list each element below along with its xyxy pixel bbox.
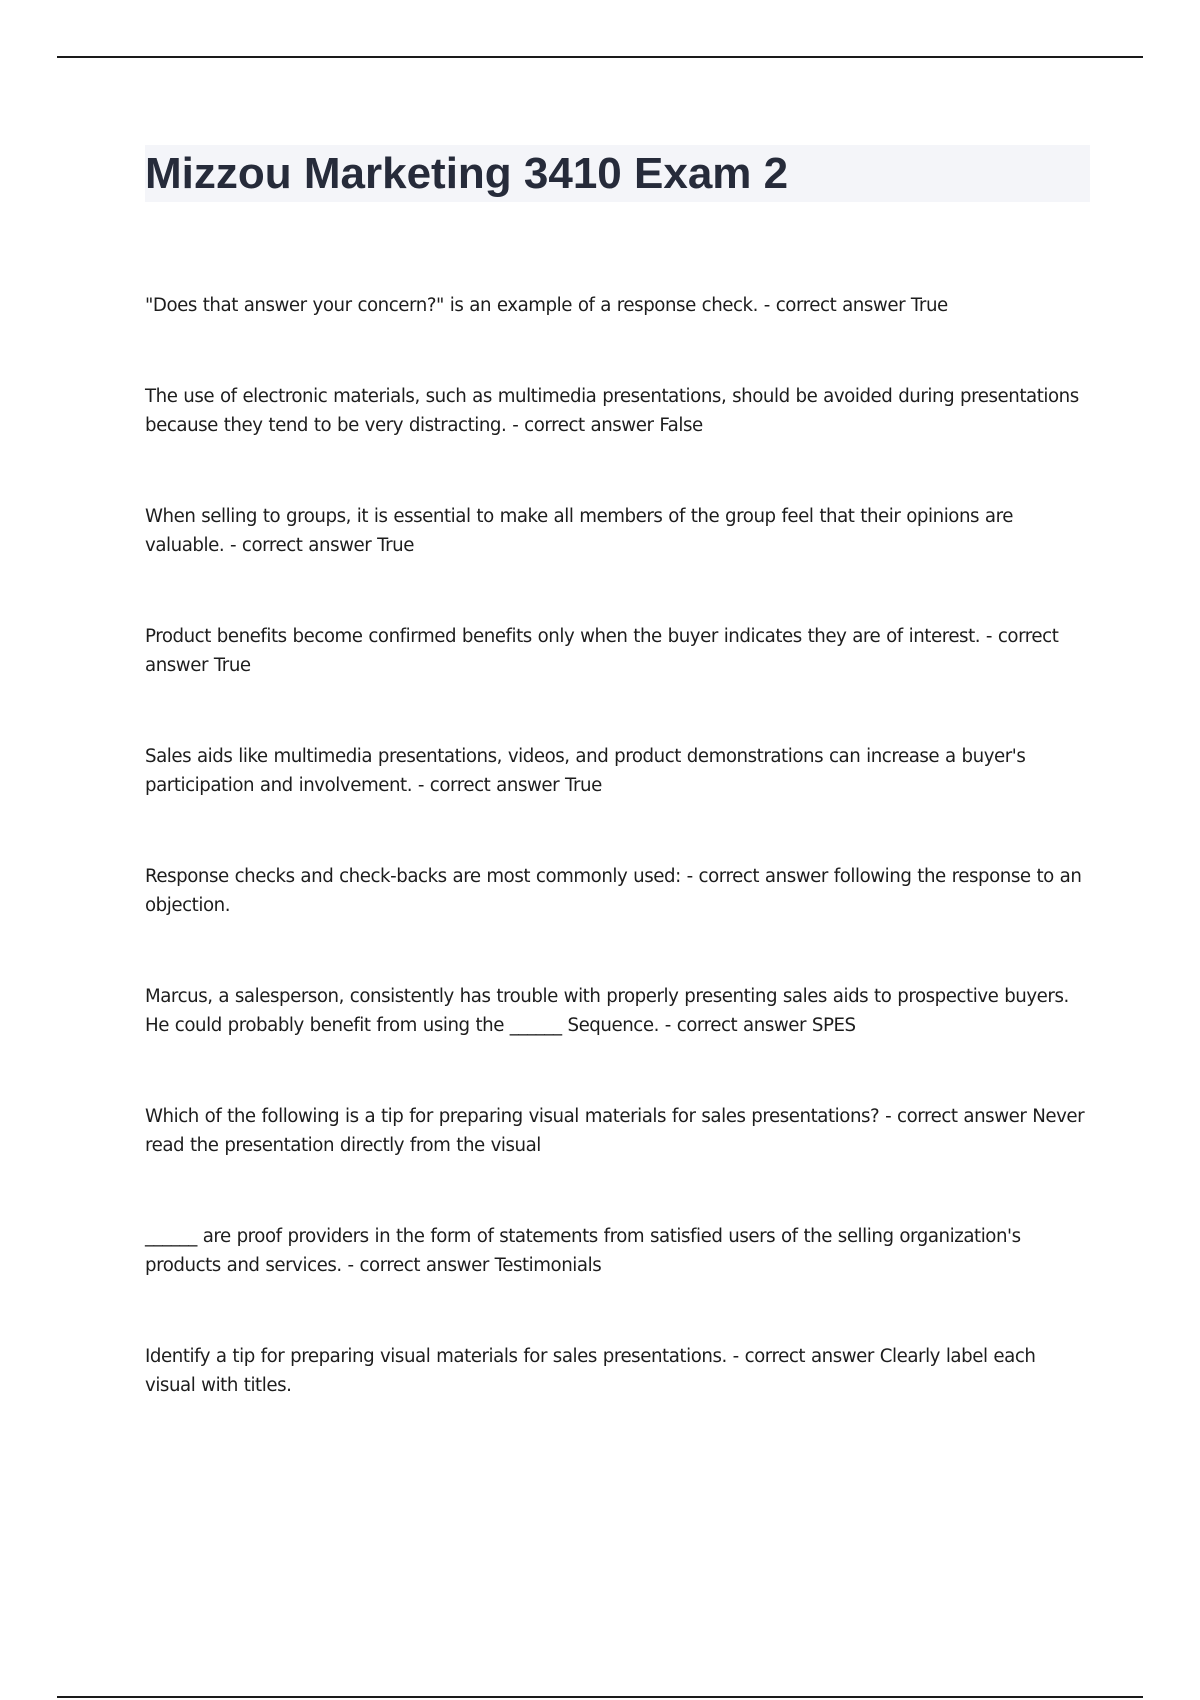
bottom-rule	[57, 1696, 1143, 1698]
qa-item-3: When selling to groups, it is essential to make all members of the group feel that their opinions are valuable. - correct answer True	[145, 506, 1013, 556]
qa-item-6: Response checks and check-backs are most commonly used: - correct answer following the response to an objection.	[145, 866, 1082, 916]
qa-item-10: Identify a tip for preparing visual materials for sales presentations. - correct answer Clearly label each visual with titles.	[145, 1346, 1036, 1396]
qa-item-7: Marcus, a salesperson, consistently has trouble with properly presenting sales aids to prospective buyers. He could probably benefit from using the ______ Sequence. - correct answer SPES	[145, 986, 1069, 1036]
document-title: Mizzou Marketing 3410 Exam 2	[145, 149, 789, 198]
qa-item-1: "Does that answer your concern?" is an example of a response check. - correct answer True	[145, 295, 948, 316]
qa-item-8: Which of the following is a tip for preparing visual materials for sales presentations? - correct answer Never read the presentation directly from the visual	[145, 1106, 1085, 1156]
qa-item-4: Product benefits become confirmed benefits only when the buyer indicates they are of interest. - correct answer True	[145, 626, 1059, 676]
top-rule	[57, 56, 1143, 58]
qa-list	[145, 291, 1090, 1462]
qa-item-2: The use of electronic materials, such as multimedia presentations, should be avoided during presentations because they tend to be very distracting. - correct answer False	[145, 386, 1079, 436]
qa-item-9: ______ are proof providers in the form of statements from satisfied users of the selling organization's products and services. - correct answer Testimonials	[145, 1226, 1021, 1276]
qa-item-5: Sales aids like multimedia presentations, videos, and product demonstrations can increase a buyer's participation and involvement. - correct answer True	[145, 746, 1026, 796]
